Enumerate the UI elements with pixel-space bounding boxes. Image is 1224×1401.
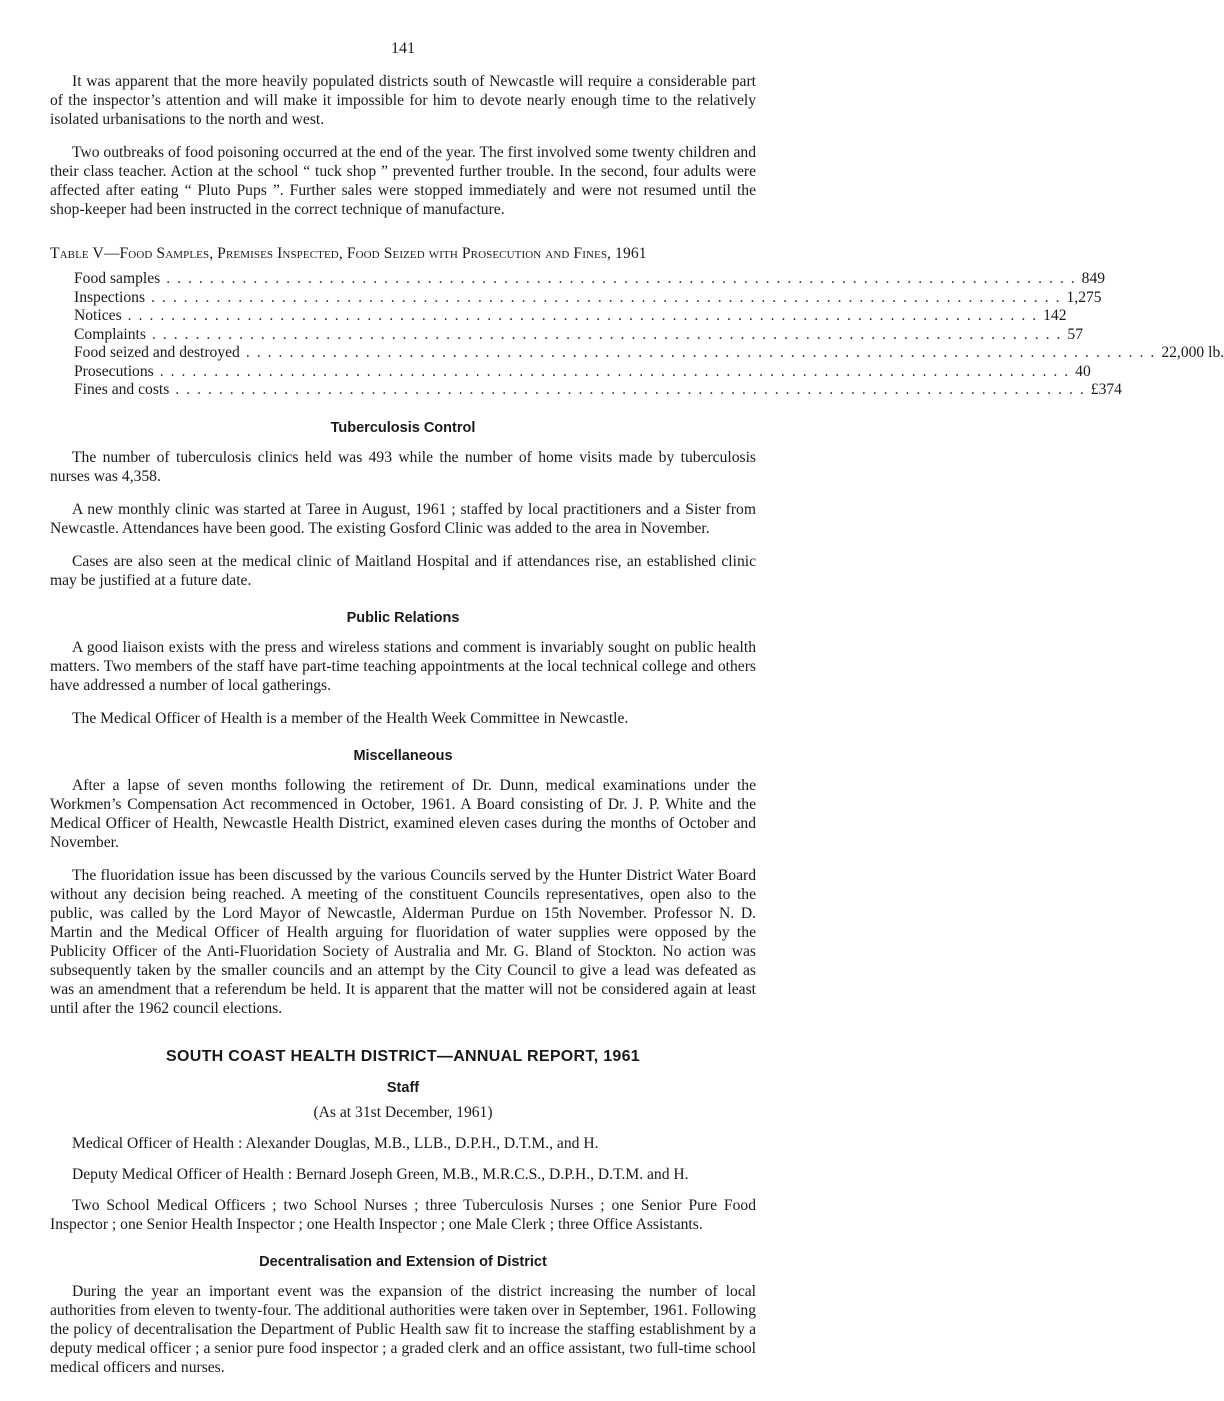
- document-page: [50, 40, 1224, 1391]
- table-row: [74, 362, 1091, 382]
- heading-tuberculosis-control: Tuberculosis Control: [330, 419, 476, 436]
- heading-decentralisation: Decentralisation and Extension of District: [259, 1253, 547, 1270]
- paragraph-taree-clinic: A new monthly clinic was started at Taree in August, 1961 ; staffed by local practitioners and a Sister from Newcastle. Attendances have been good. The existing Gosford Clinic was added to the area in November.: [50, 500, 756, 537]
- staff-as-at-date: (As at 31st December, 1961): [313, 1103, 493, 1121]
- paragraph-medical-officer: Medical Officer of Health : Alexander Douglas, M.B., LLB., D.P.H., D.T.M., and H.: [72, 1134, 599, 1152]
- table-row: [74, 270, 1106, 289]
- table-row: [74, 344, 1224, 363]
- heading-staff: Staff: [386, 1079, 420, 1096]
- table-row: [74, 307, 1067, 326]
- row-label: Fines and costs: [74, 381, 170, 398]
- paragraph-maitland: Cases are also seen at the medical clinic of Maitland Hospital and if attendances rise, an established clinic may be justified at a future date.: [50, 552, 756, 589]
- paragraph-food-poisoning: Two outbreaks of food poisoning occurred at the end of the year. The first involved some twenty children and their class teacher. Action at the school “ tuck shop ” prevented further trouble. In the second, four adults were affected after eating “ Pluto Pups ”. Further sales were stopped immediately and were not resumed until the shop-keeper had been instructed in the correct technique of manufacture.: [50, 144, 756, 218]
- table-row: [74, 288, 1102, 308]
- row-value: 142: [1043, 307, 1067, 324]
- row-label: Inspections: [74, 288, 146, 306]
- table-row: [74, 381, 1122, 400]
- page-number: 141: [391, 40, 415, 57]
- paragraph-workmens-compensation: After a lapse of seven months following the retirement of Dr. Dunn, medical examinations under the Workmen’s Compensation Act recommenced in October, 1961. A Board consisting of Dr. J. P. White and the Medical Officer of Health, Newcastle Health District, examined eleven cases during the months of October and November.: [50, 776, 756, 851]
- dot-leader: ....................................................................................: [151, 288, 1067, 306]
- paragraph-tb-clinics: The number of tuberculosis clinics held was 493 while the number of home visits made by tuberculosis nurses was 4,358.: [50, 448, 756, 485]
- south-coast-report-title: SOUTH COAST HEALTH DISTRICT—ANNUAL REPORT, 1961: [166, 1047, 640, 1065]
- row-value: £374: [1090, 381, 1122, 398]
- paragraph-staff-list: Two School Medical Officers ; two School Nurses ; three Tuberculosis Nurses ; one Senior Pure Food Inspector ; one Senior Health Inspector ; one Health Inspector ; one Male Clerk ; three Office Assistants.: [50, 1196, 756, 1233]
- row-value: 40: [1075, 362, 1091, 380]
- food-stats-table: [74, 270, 1224, 400]
- row-label: Complaints: [74, 325, 146, 343]
- heading-miscellaneous: Miscellaneous: [353, 747, 453, 764]
- row-label: Notices: [74, 307, 122, 324]
- row-value: 1,275: [1066, 288, 1102, 306]
- paragraph-press-liaison: A good liaison exists with the press and wireless stations and comment is invariably sought on public health matters. Two members of the staff have part-time teaching appointments at the local technical college and others have addressed a number of local gatherings.: [50, 638, 756, 694]
- paragraph-deputy-medical-officer: Deputy Medical Officer of Health : Bernard Joseph Green, M.B., M.R.C.S., D.P.H., D.T.M. and H.: [72, 1165, 689, 1183]
- paragraph-health-week: The Medical Officer of Health is a member of the Health Week Committee in Newcastle.: [72, 709, 629, 727]
- dot-leader: ....................................................................................: [151, 325, 1068, 343]
- dot-leader: ....................................................................................: [245, 344, 1162, 361]
- paragraph-fluoridation: The fluoridation issue has been discussed by the various Councils served by the Hunter District Water Board without any decision being reached. A meeting of the constituent Councils representatives, open also to the public, was called by the Lord Mayor of Newcastle, Alderman Purdue on 15th November. Professor N. D. Martin and the Medical Officer of Health arguing for fluoridation of water supplies were opposed by the Publicity Officer of the Anti-Fluoridation Society of Australia and Mr. G. Bland of Stockton. No action was subsequently taken by the smaller councils and an attempt by the City Council to give a lead was defeated as was an amendment that a referendum be held. It is apparent that the matter will not be considered again at least until after the 1962 council elections.: [50, 866, 756, 1017]
- paragraph-inspector-attention: It was apparent that the more heavily populated districts south of Newcastle will require a considerable part of the inspector’s attention and will make it impossible for him to devote nearly enough time to the relatively isolated urbanisations to the north and west.: [50, 73, 756, 128]
- table-title: Table V—Food Samples, Premises Inspected, Food Seized with Prosecution and Fines, 1961: [50, 245, 647, 262]
- dot-leader: ....................................................................................: [166, 270, 1082, 287]
- row-label: Food samples: [74, 270, 161, 287]
- dot-leader: ....................................................................................: [127, 307, 1044, 324]
- row-value: 57: [1067, 325, 1083, 343]
- dot-leader: ....................................................................................: [159, 362, 1076, 380]
- row-label: Prosecutions: [74, 362, 154, 380]
- row-label: Food seized and destroyed: [74, 344, 240, 361]
- paragraph-decentralisation: During the year an important event was the expansion of the district increasing the number of local authorities from eleven to twenty-four. The additional authorities were taken over in September, 1961. Following the policy of decentralisation the Department of Public Health saw fit to increase the staffing establishment by a deputy medical officer ; a senior pure food inspector ; a graded clerk and an office assistant, two full-time school medical officers and nurses.: [50, 1282, 756, 1376]
- table-row: [74, 325, 1083, 345]
- row-value: 849: [1081, 270, 1106, 287]
- heading-public-relations: Public Relations: [346, 609, 460, 626]
- dot-leader: ....................................................................................: [175, 381, 1091, 398]
- row-value: 22,000 lb.: [1161, 344, 1224, 361]
